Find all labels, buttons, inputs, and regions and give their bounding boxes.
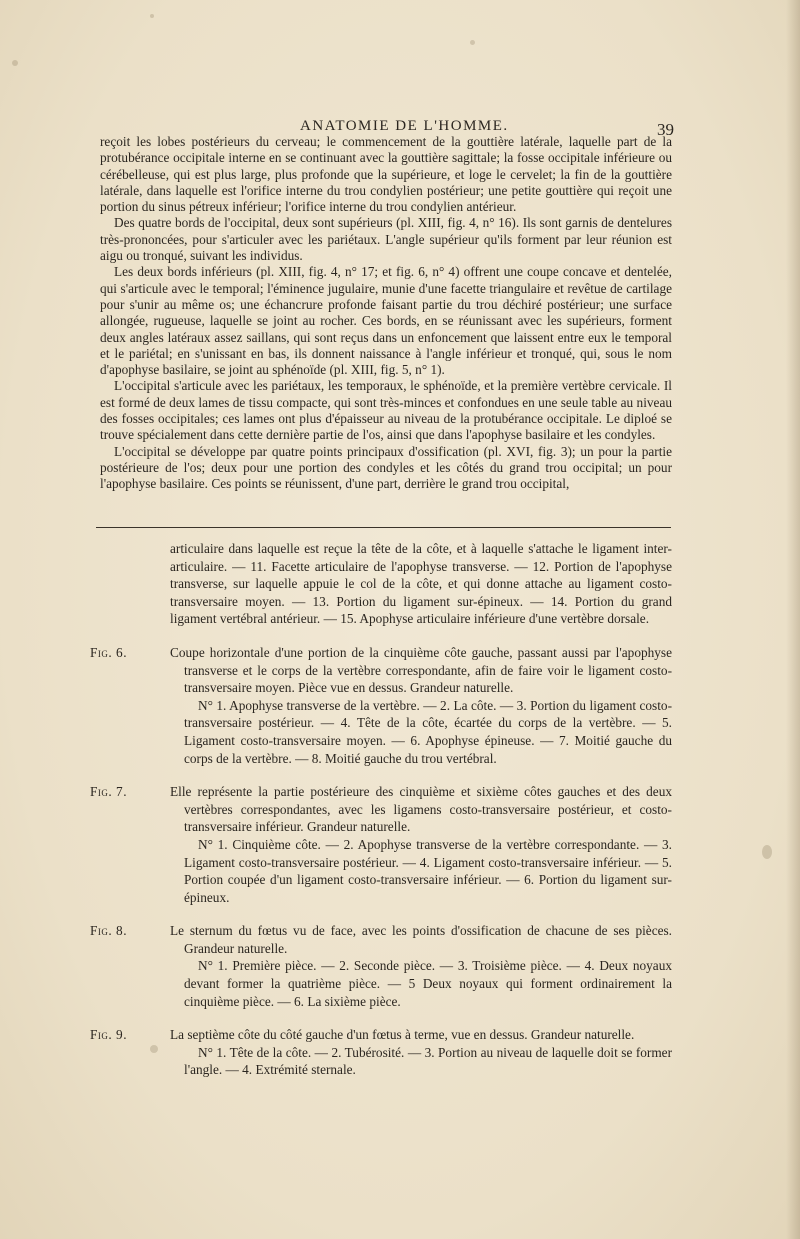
paragraph: reçoit les lobes postérieurs du cerveau; le commencement de la gouttière latérale, laquelle part de la protubérance occipitale interne en se continuant avec la gouttière sagittale; la fosse occipitale inférieure ou cérébelleuse, qui est plus large, plus profonde que la supérieure, et loge le cervelet; la fin de la gouttière latérale, dans laquelle est l'orifice interne du trou condylien postérieur; une petite gouttière qui reçoit une portion du sinus pétreux inférieur; l'orifice interne du trou condylien antérieur. (100, 134, 672, 215)
main-text (100, 134, 672, 493)
figure-entry (90, 922, 672, 1010)
figure-legend-numbers: N° 1. Tête de la côte. — 2. Tubérosité. — 3. Portion au niveau de laquelle doit se former l'angle. — 4. Extrémité sternale. (184, 1044, 672, 1078)
foxing-spot (150, 14, 154, 18)
page-number: 39 (657, 120, 674, 139)
figure-legend-numbers: N° 1. Première pièce. — 2. Seconde pièce. — 3. Troisième pièce. — 4. Deux noyaux devant former la quatrième pièce. — 5 Deux noyaux qui forment ordinairement la cinquième pièce. — 6. La sixième pièce. (184, 958, 672, 1009)
figure-entry (90, 644, 672, 767)
figure-label: Fig. 8. (90, 923, 128, 939)
figure-description: Le sternum du fœtus vu de face, avec les points d'ossification de chacune de ses pièces. Grandeur naturelle. (170, 923, 672, 956)
notes-continuation: articulaire dans laquelle est reçue la tête de la côte, et à laquelle s'attache le ligament inter-articulaire. — 11. Facette articulaire de l'apophyse transverse. — 12. Portion de l'apophyse transverse, sur laquelle appuie le col de la côte, et qui donne attache au ligament costo-transversaire moyen. — 13. Portion du ligament sur-épineux. — 14. Portion du grand ligament vertébral antérieur. — 15. Apophyse articulaire inférieure d'une vertèbre dorsale. (170, 541, 672, 627)
paragraph: Les deux bords inférieurs (pl. XIII, fig. 4, n° 17; et fig. 6, n° 4) offrent une coupe concave et dentelée, qui s'articule avec le temporal; l'éminence jugulaire, munie d'une facette triangulaire et revêtue de cartilage pour s'unir au même os; une échancrure profonde faisant partie du trou déchiré postérieur; une surface allongée, rugueuse, laquelle se joint au rocher. Ces bords, en se réunissant avec les supérieurs, forment deux angles latéraux assez saillans, qui sont reçus dans un enfoncement que laissent entre eux le temporal et le pariétal; en s'unissant en bas, ils donnent naissance à l'angle inférieur et tronqué, qui, sous le nom d'apophyse basilaire, se joint au sphénoïde (pl. XIII, fig. 5, n° 1). (100, 264, 672, 378)
paragraph: L'occipital se développe par quatre points principaux d'ossification (pl. XVI, fig. 3); un pour la partie postérieure de l'os; deux pour une portion des condyles et les côtés du grand trou occipital; un pour l'apophyse basilaire. Ces points se réunissent, d'une part, derrière le grand trou occipital, (100, 443, 672, 492)
figure-label: Fig. 7. (90, 784, 128, 800)
figure-description: La septième côte du côté gauche d'un fœtus à terme, vue en dessus. Grandeur naturelle. (170, 1027, 635, 1043)
figure-legend-numbers: N° 1. Apophyse transverse de la vertèbre. — 2. La côte. — 3. Portion du ligament costo-transversaire postérieur. — 4. Tête de la côte, écartée du corps de la vertèbre. — 5. Ligament costo-transversaire moyen. — 6. Apophyse épineuse. — 7. Moitié gauche du corps de la vertèbre. — 8. Moitié gauche du trou vertébral. (184, 697, 672, 766)
figure-legend-numbers: N° 1. Cinquième côte. — 2. Apophyse transverse de la vertèbre correspondante. — 3. Ligament costo-transversaire postérieur. — 4. Ligament costo-transversaire inférieur. — 5. Portion coupée d'un ligament costo-transversaire inférieur. — 6. Portion du ligament sur-épineux. (184, 836, 672, 905)
section-divider (96, 527, 671, 528)
figure-label: Fig. 9. (90, 1027, 128, 1043)
figure-label: Fig. 6. (90, 644, 128, 660)
foxing-spot (470, 40, 475, 45)
foxing-spot (762, 845, 772, 859)
figure-description: Elle représente la partie postérieure des cinquième et sixième côtes gauches et des deux vertèbres correspondantes, avec les ligamens costo-transversaire postérieur, et costo-transversaire inférieur. Grandeur naturelle. (170, 784, 672, 835)
running-title: ANATOMIE DE L'HOMME. (300, 118, 509, 134)
paragraph: L'occipital s'articule avec les pariétaux, les temporaux, le sphénoïde, et la première vertèbre cervicale. Il est formé de deux lames de tissu compacte, qui sont très-minces et confondues en une seule table au niveau des fosses occipitales; ces lames ont plus d'épaisseur au niveau de la protubérance occipitale. Le diploé se trouve spécialement dans cette dernière partie de l'os, ainsi que dans l'apophyse basilaire et les condyles. (100, 378, 672, 443)
figure-entry (90, 1026, 672, 1079)
page-edge-shadow (786, 0, 800, 1239)
figure-description: Coupe horizontale d'une portion de la cinquième côte gauche, passant aussi par l'apophyse transverse et le corps de la vertèbre correspondante, afin de faire voir le ligament costo-transversaire moyen. Pièce vue en dessus. Grandeur naturelle. (170, 644, 672, 696)
paragraph: Des quatre bords de l'occipital, deux sont supérieurs (pl. XIII, fig. 4, n° 16). Ils sont garnis de dentelures très-prononcées, pour s'articuler avec les pariétaux. L'angle supérieur qu'ils forment par leur réunion est aigu ou tronqué, suivant les individus. (100, 215, 672, 264)
figure-entry (90, 783, 672, 906)
foxing-spot (12, 60, 18, 66)
figure-notes (90, 540, 672, 1079)
